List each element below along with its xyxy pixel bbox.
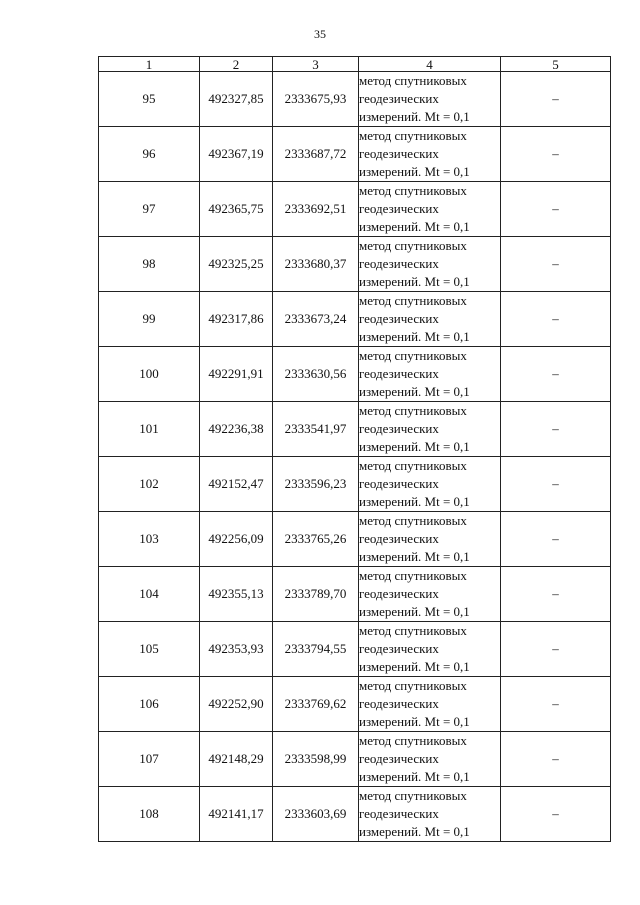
x-coordinate-cell: 492327,85 bbox=[200, 72, 273, 127]
note-cell: – bbox=[501, 622, 611, 677]
table-row bbox=[99, 732, 611, 787]
note-cell: – bbox=[501, 402, 611, 457]
method-line: геодезических bbox=[359, 146, 439, 161]
y-coordinate-cell: 2333680,37 bbox=[273, 237, 359, 292]
note-cell: – bbox=[501, 347, 611, 402]
note-cell: – bbox=[501, 237, 611, 292]
method-line: измерений. Mt = 0,1 bbox=[359, 164, 470, 179]
method-line: метод спутниковых bbox=[359, 183, 467, 198]
x-coordinate-cell: 492365,75 bbox=[200, 182, 273, 237]
method-cell bbox=[359, 72, 501, 127]
x-coordinate-cell: 492152,47 bbox=[200, 457, 273, 512]
y-coordinate-cell: 2333541,97 bbox=[273, 402, 359, 457]
note-cell: – bbox=[501, 677, 611, 732]
y-coordinate-cell: 2333596,23 bbox=[273, 457, 359, 512]
method-cell bbox=[359, 402, 501, 457]
table-row bbox=[99, 402, 611, 457]
y-coordinate-cell: 2333765,26 bbox=[273, 512, 359, 567]
table-header-row bbox=[99, 57, 611, 72]
y-coordinate-cell: 2333675,93 bbox=[273, 72, 359, 127]
method-line: геодезических bbox=[359, 751, 439, 766]
note-cell: – bbox=[501, 127, 611, 182]
column-header-1: 1 bbox=[99, 57, 200, 72]
note-cell: – bbox=[501, 787, 611, 842]
method-line: метод спутниковых bbox=[359, 513, 467, 528]
method-cell bbox=[359, 622, 501, 677]
method-line: измерений. Mt = 0,1 bbox=[359, 494, 470, 509]
method-line: измерений. Mt = 0,1 bbox=[359, 439, 470, 454]
y-coordinate-cell: 2333769,62 bbox=[273, 677, 359, 732]
note-cell: – bbox=[501, 457, 611, 512]
y-coordinate-cell: 2333794,55 bbox=[273, 622, 359, 677]
x-coordinate-cell: 492325,25 bbox=[200, 237, 273, 292]
method-line: геодезических bbox=[359, 201, 439, 216]
method-line: измерений. Mt = 0,1 bbox=[359, 384, 470, 399]
x-coordinate-cell: 492256,09 bbox=[200, 512, 273, 567]
method-line: метод спутниковых bbox=[359, 788, 467, 803]
table-row bbox=[99, 237, 611, 292]
point-number-cell: 104 bbox=[99, 567, 200, 622]
table-row bbox=[99, 457, 611, 512]
y-coordinate-cell: 2333673,24 bbox=[273, 292, 359, 347]
point-number-cell: 103 bbox=[99, 512, 200, 567]
point-number-cell: 99 bbox=[99, 292, 200, 347]
x-coordinate-cell: 492236,38 bbox=[200, 402, 273, 457]
y-coordinate-cell: 2333692,51 bbox=[273, 182, 359, 237]
note-cell: – bbox=[501, 512, 611, 567]
method-cell bbox=[359, 567, 501, 622]
table-body bbox=[99, 72, 611, 842]
x-coordinate-cell: 492141,17 bbox=[200, 787, 273, 842]
x-coordinate-cell: 492148,29 bbox=[200, 732, 273, 787]
point-number-cell: 108 bbox=[99, 787, 200, 842]
x-coordinate-cell: 492317,86 bbox=[200, 292, 273, 347]
method-line: метод спутниковых bbox=[359, 293, 467, 308]
note-cell: – bbox=[501, 732, 611, 787]
method-line: метод спутниковых bbox=[359, 403, 467, 418]
method-line: измерений. Mt = 0,1 bbox=[359, 659, 470, 674]
method-cell bbox=[359, 347, 501, 402]
note-cell: – bbox=[501, 292, 611, 347]
column-header-3: 3 bbox=[273, 57, 359, 72]
x-coordinate-cell: 492291,91 bbox=[200, 347, 273, 402]
table-row bbox=[99, 127, 611, 182]
point-number-cell: 107 bbox=[99, 732, 200, 787]
method-cell bbox=[359, 292, 501, 347]
method-line: метод спутниковых bbox=[359, 623, 467, 638]
method-line: геодезических bbox=[359, 421, 439, 436]
page-number: 35 bbox=[314, 27, 326, 41]
table-row bbox=[99, 677, 611, 732]
x-coordinate-cell: 492367,19 bbox=[200, 127, 273, 182]
table-row bbox=[99, 567, 611, 622]
point-number-cell: 105 bbox=[99, 622, 200, 677]
column-header-2: 2 bbox=[200, 57, 273, 72]
method-line: измерений. Mt = 0,1 bbox=[359, 714, 470, 729]
table-row bbox=[99, 512, 611, 567]
method-line: измерений. Mt = 0,1 bbox=[359, 604, 470, 619]
point-number-cell: 98 bbox=[99, 237, 200, 292]
column-header-5: 5 bbox=[501, 57, 611, 72]
method-line: метод спутниковых bbox=[359, 238, 467, 253]
method-line: измерений. Mt = 0,1 bbox=[359, 824, 470, 839]
method-line: геодезических bbox=[359, 311, 439, 326]
method-line: измерений. Mt = 0,1 bbox=[359, 274, 470, 289]
method-line: метод спутниковых bbox=[359, 568, 467, 583]
x-coordinate-cell: 492355,13 bbox=[200, 567, 273, 622]
method-cell bbox=[359, 512, 501, 567]
method-line: геодезических bbox=[359, 696, 439, 711]
method-line: геодезических bbox=[359, 91, 439, 106]
point-number-cell: 95 bbox=[99, 72, 200, 127]
point-number-cell: 102 bbox=[99, 457, 200, 512]
method-cell bbox=[359, 127, 501, 182]
point-number-cell: 106 bbox=[99, 677, 200, 732]
method-line: геодезических bbox=[359, 586, 439, 601]
method-line: метод спутниковых bbox=[359, 128, 467, 143]
point-number-cell: 96 bbox=[99, 127, 200, 182]
method-line: измерений. Mt = 0,1 bbox=[359, 219, 470, 234]
method-line: геодезических bbox=[359, 476, 439, 491]
table-row bbox=[99, 787, 611, 842]
y-coordinate-cell: 2333687,72 bbox=[273, 127, 359, 182]
x-coordinate-cell: 492252,90 bbox=[200, 677, 273, 732]
method-line: измерений. Mt = 0,1 bbox=[359, 769, 470, 784]
y-coordinate-cell: 2333630,56 bbox=[273, 347, 359, 402]
method-line: измерений. Mt = 0,1 bbox=[359, 109, 470, 124]
method-cell bbox=[359, 457, 501, 512]
table-row bbox=[99, 347, 611, 402]
method-cell bbox=[359, 732, 501, 787]
method-line: метод спутниковых bbox=[359, 73, 467, 88]
method-line: метод спутниковых bbox=[359, 458, 467, 473]
method-cell bbox=[359, 787, 501, 842]
method-line: геодезических bbox=[359, 531, 439, 546]
column-header-4: 4 bbox=[359, 57, 501, 72]
method-line: метод спутниковых bbox=[359, 348, 467, 363]
method-line: геодезических bbox=[359, 641, 439, 656]
method-cell bbox=[359, 677, 501, 732]
table-row bbox=[99, 292, 611, 347]
method-line: геодезических bbox=[359, 366, 439, 381]
point-number-cell: 97 bbox=[99, 182, 200, 237]
method-cell bbox=[359, 237, 501, 292]
x-coordinate-cell: 492353,93 bbox=[200, 622, 273, 677]
point-number-cell: 100 bbox=[99, 347, 200, 402]
table-row bbox=[99, 72, 611, 127]
method-line: измерений. Mt = 0,1 bbox=[359, 549, 470, 564]
note-cell: – bbox=[501, 567, 611, 622]
y-coordinate-cell: 2333598,99 bbox=[273, 732, 359, 787]
method-line: метод спутниковых bbox=[359, 678, 467, 693]
point-number-cell: 101 bbox=[99, 402, 200, 457]
table-row bbox=[99, 182, 611, 237]
method-line: метод спутниковых bbox=[359, 733, 467, 748]
table-row bbox=[99, 622, 611, 677]
coordinates-table bbox=[98, 56, 611, 842]
note-cell: – bbox=[501, 182, 611, 237]
method-line: геодезических bbox=[359, 256, 439, 271]
method-line: измерений. Mt = 0,1 bbox=[359, 329, 470, 344]
method-cell bbox=[359, 182, 501, 237]
note-cell: – bbox=[501, 72, 611, 127]
y-coordinate-cell: 2333789,70 bbox=[273, 567, 359, 622]
method-line: геодезических bbox=[359, 806, 439, 821]
y-coordinate-cell: 2333603,69 bbox=[273, 787, 359, 842]
